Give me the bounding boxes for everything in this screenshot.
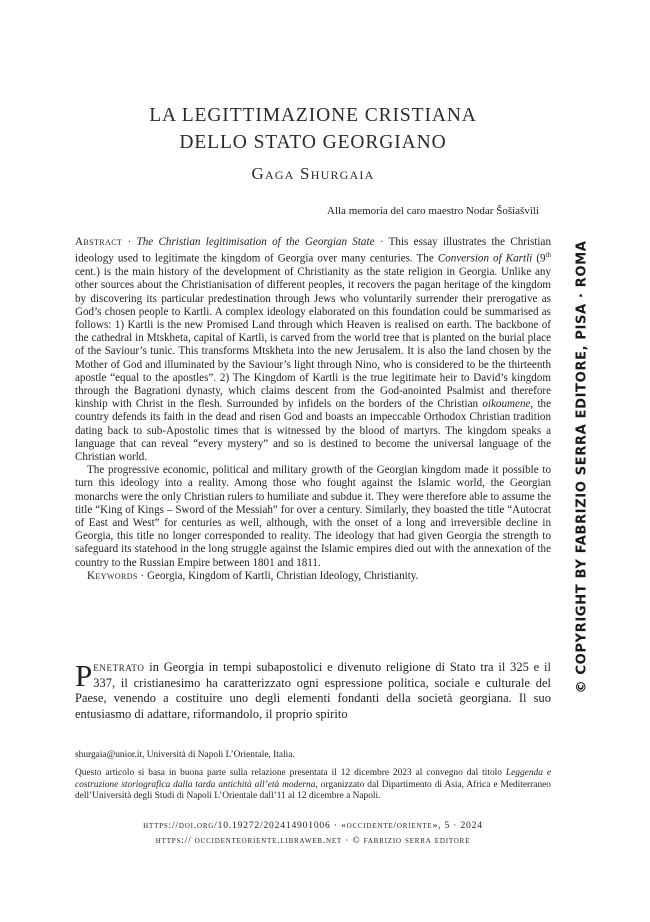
article-note (75, 768, 551, 803)
copyright-text: © COPYRIGHT BY FABRIZIO SERRA EDITORE, PISA · ROMA (574, 240, 590, 694)
abstract-text: , the country defends its faith in the dead and risen God and boasts an impeccable Orthodox Christian tradition dating back to sub-Apostolic times that is witnessed by the blood of martyrs. The kingdom speaks a language that can reveal “every mystery” and so is destined to become the universal language of the Christian world. (75, 398, 552, 463)
article-title (75, 102, 551, 156)
doi-line: https://doi.org/10.19272/202414901006 · «occidente/oriente», 5 · 2024 (143, 820, 483, 831)
note-text: Questo articolo si basa in buona parte sulla relazione presentata il 12 dicembre 2023 al convegno dal titolo (75, 767, 506, 778)
superscript-th: th (545, 251, 552, 260)
separator: · (137, 569, 148, 582)
dedication: Alla memoria del caro maestro Nodar Šošiašvili (327, 205, 539, 217)
abstract-paragraph-2: The progressive economic, political and military growth of the Georgian kingdom made it possible to turn this ideology into a reality. Among those who fought against the Islamic world, the Georgian monarchs were the only Christian rulers to humiliate and subdue it. They were therefore able to assume the title “King of Kings – Sword of the Messiah” for over a century. Similarly, they boasted the title “Autocrat of East and West” for centuries as well, although, with the onset of a long and irreversible decline in Georgia, this title no longer corresponded to reality. The ideology that had given Georgia the strength to safeguard its statehood in the long struggle against the Islamic empires died out with the annexation of the country to the Russian Empire between 1801 and 1811. (75, 464, 551, 569)
author-name: Gaga Shurgaia (251, 164, 375, 183)
abstract-english-title: The Christian legitimisation of the Georgian State (136, 236, 375, 248)
abstract-paragraph-1 (75, 236, 551, 464)
conference-title: Leggenda e costruzione storiografica dalla tarda antichità all’età moderna (75, 767, 551, 790)
separator: · (122, 236, 137, 248)
article-page (75, 0, 551, 922)
author-contact: shurgaia@unior.it, Università di Napoli L’Orientale, Italia. (75, 750, 295, 760)
keywords-label: Keywords (87, 569, 138, 582)
footnotes (75, 750, 551, 809)
separator: · (374, 236, 389, 248)
drop-cap: P (75, 658, 93, 693)
abstract (75, 236, 551, 583)
keywords-list: Georgia, Kingdom of Kartli, Christian Ideology, Christianity. (147, 569, 419, 582)
first-word: enetrato (93, 660, 145, 674)
note-text: , organizzato dal Dipartimento di Asia, Africa e Mediterraneo dell’Università degli Studi di Napoli L’Orientale dall’11 al 12 dicembre a Napoli. (75, 779, 551, 802)
abstract-text: This essay illustrates the Christian ideology used to legitimate the kingdom of Georgia over many centuries. The (75, 236, 551, 265)
body-text (75, 660, 551, 722)
oikoumene-term: oikoumene (482, 398, 531, 411)
website-line: https:// occidenteoriente.libraweb.net · © fabrizio serra editore (155, 835, 471, 846)
abstract-text: (9 (532, 252, 546, 265)
copyright-notice (571, 240, 593, 694)
conversion-of-kartli-title: Conversion of Kartli (437, 252, 533, 265)
page-footer (75, 818, 551, 848)
body-paragraph: in Georgia in tempi subapostolici e divenuto religione di Stato tra il 325 e il 337, il cristianesimo ha caratterizzato ogni espressione politica, sociale e culturale del Paese, venendo a costituire uno degli elementi fondanti della società georgiana. Il suo entusiasmo di adattare, riformandolo, il proprio spirito (75, 660, 551, 721)
abstract-text: cent.) is the main history of the development of Christianity as the state religion in Georgia. Unlike any other sources about the Christianisation of different peoples, it recovers the pagan heritage of the kingdom by discovering its particular predestination through Jews who voluntarily surrender their prerogative as God’s chosen people to Kartli. A complex ideology elaborated on this foundation could be summarised as follows: 1) Kartli is the new Promised Land through which Heaven is realised on earth. The backbone of the cathedral in Mtskheta, capital of Kartli, is carved from the world tree that is planted on the burial place of the Saviour’s tunic. This transforms Mtskheta into the new Jerusalem. It is also the land chosen by the Mother of God and illuminated by the Saviour’s light through Nino, who is considered to be the thirteenth apostle “equal to the apostles”. 2) The Kingdom of Kartli is the true legitimate heir to David’s kingdom through the Bagrationi dynasty, which claims descent from the God-anointed Psalmist and therefore kinship with Christ in the flesh. Surrounded by infidels on the borders of the Christian (75, 266, 551, 411)
abstract-label: Abstract (75, 236, 123, 248)
title-line-2: DELLO STATO GEORGIANO (179, 132, 447, 153)
keywords (75, 570, 551, 583)
title-line-1: LA LEGITTIMAZIONE CRISTIANA (149, 105, 477, 126)
